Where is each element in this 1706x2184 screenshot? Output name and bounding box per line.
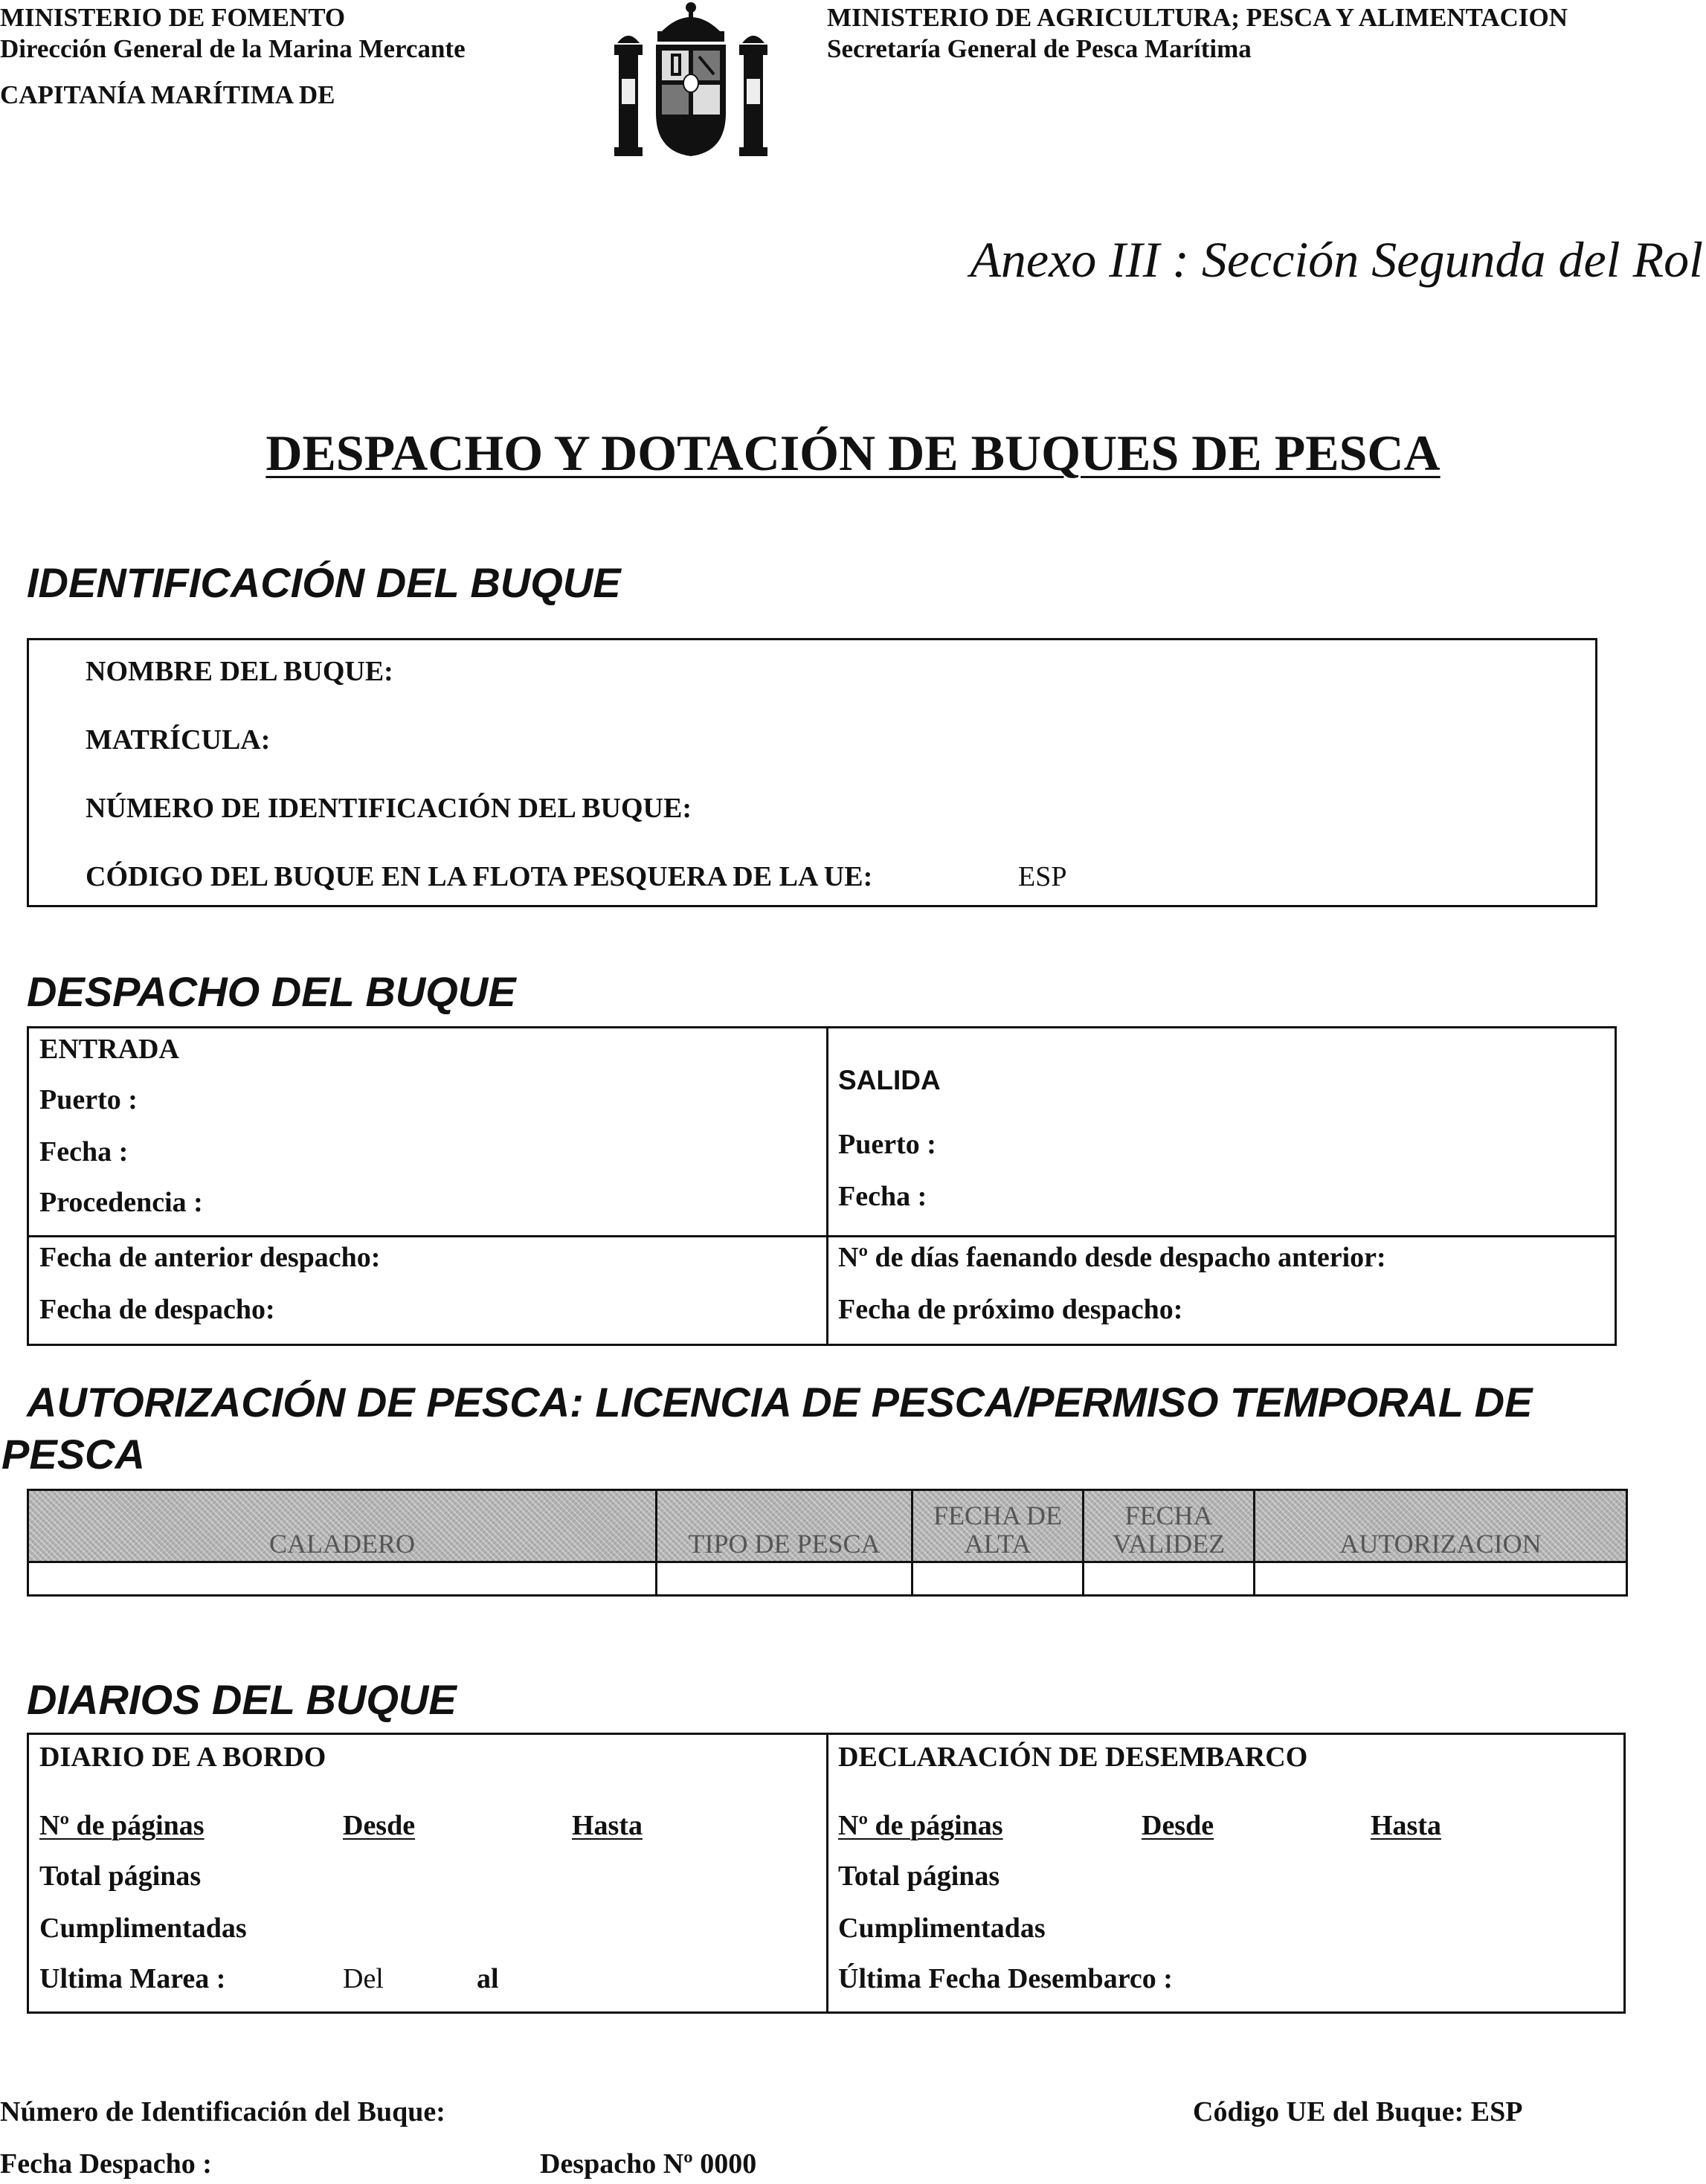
entrada-fecha-label: Fecha : — [39, 1136, 129, 1167]
diario-bordo-hasta-header: Hasta — [572, 1810, 643, 1841]
procedencia-label: Procedencia : — [39, 1187, 203, 1218]
ultima-fecha-desembarco-label: Última Fecha Desembarco : — [838, 1963, 1173, 1994]
column-header-fecha-validez: FECHA VALIDEZ — [1084, 1490, 1255, 1562]
dias-faenando-label: Nº de días faenando desde despacho anterior: — [838, 1242, 1386, 1273]
annex-label: Anexo III : Sección Segunda del Rol — [970, 231, 1703, 288]
fecha-despacho-label: Fecha de despacho: — [39, 1294, 275, 1325]
codigo-flota-value: ESP — [1018, 861, 1067, 892]
table-cell[interactable] — [1084, 1562, 1255, 1596]
section-autorizacion-heading: AUTORIZACIÓN DE PESCA: LICENCIA DE PESCA/PERMISO TEMPORAL DE — [27, 1379, 1533, 1426]
numero-identificacion-label: NÚMERO DE IDENTIFICACIÓN DEL BUQUE: — [86, 793, 692, 824]
desembarco-cumplimentadas-label: Cumplimentadas — [838, 1913, 1046, 1944]
footer-despacho-numero: Despacho Nº 0000 — [540, 2148, 757, 2180]
ultima-marea-del-label: Del — [343, 1963, 384, 1994]
identificacion-box — [27, 638, 1597, 907]
page-title: DESPACHO Y DOTACIÓN DE BUQUES DE PESCA — [265, 425, 1441, 481]
fecha-proximo-despacho-label: Fecha de próximo despacho: — [838, 1294, 1183, 1325]
secretaria-pesca: Secretaría General de Pesca Marítima — [827, 34, 1252, 63]
desembarco-paginas-header: Nº de páginas — [838, 1810, 1003, 1841]
salida-fecha-label: Fecha : — [838, 1181, 927, 1212]
diario-bordo-total-label: Total páginas — [39, 1861, 202, 1892]
column-header-tipo-pesca: TIPO DE PESCA — [657, 1490, 912, 1562]
diario-bordo-cumplimentadas-label: Cumplimentadas — [39, 1913, 247, 1944]
section-autorizacion-heading-cont: PESCA — [1, 1431, 145, 1478]
direccion-marina-mercante: Dirección General de la Marina Mercante — [0, 34, 466, 63]
diario-bordo-desde-header: Desde — [343, 1810, 416, 1841]
entrada-label: ENTRADA — [39, 1034, 179, 1065]
section-diarios-heading: DIARIOS DEL BUQUE — [27, 1676, 457, 1723]
diario-bordo-title: DIARIO DE A BORDO — [39, 1742, 326, 1773]
footer-codigo-ue: Código UE del Buque: ESP — [1193, 2096, 1523, 2127]
table-cell[interactable] — [28, 1562, 657, 1596]
desembarco-total-label: Total páginas — [838, 1861, 1000, 1892]
footer-fecha-despacho: Fecha Despacho : — [0, 2148, 212, 2180]
footer-numero-identificacion: Número de Identificación del Buque: — [0, 2096, 445, 2127]
ministry-fomento: MINISTERIO DE FOMENTO — [0, 3, 346, 32]
column-header-caladero: CALADERO — [28, 1490, 657, 1562]
entrada-puerto-label: Puerto : — [39, 1084, 138, 1115]
table-cell[interactable] — [912, 1562, 1084, 1596]
desembarco-hasta-header: Hasta — [1371, 1810, 1441, 1841]
diarios-box — [27, 1733, 1626, 2014]
diario-bordo-paginas-header: Nº de páginas — [39, 1810, 205, 1841]
column-header-fecha-alta: FECHA DE ALTA — [912, 1490, 1084, 1562]
fecha-anterior-despacho-label: Fecha de anterior despacho: — [39, 1242, 381, 1273]
table-cell[interactable] — [1255, 1562, 1627, 1596]
declaracion-desembarco-title: DECLARACIÓN DE DESEMBARCO — [838, 1742, 1308, 1773]
table-row — [28, 1562, 1627, 1596]
ultima-marea-label: Ultima Marea : — [39, 1963, 226, 1994]
section-despacho-heading: DESPACHO DEL BUQUE — [27, 968, 516, 1015]
despacho-box — [27, 1026, 1617, 1346]
coat-of-arms-icon — [613, 1, 769, 159]
codigo-flota-label: CÓDIGO DEL BUQUE EN LA FLOTA PESQUERA DE LA UE: — [86, 861, 873, 892]
ministry-agricultura: MINISTERIO DE AGRICULTURA; PESCA Y ALIMENTACION — [827, 3, 1568, 32]
capitania-maritima: CAPITANÍA MARÍTIMA DE — [0, 80, 335, 109]
desembarco-desde-header: Desde — [1142, 1810, 1214, 1841]
column-header-autorizacion: AUTORIZACION — [1255, 1490, 1627, 1562]
autorizacion-table — [27, 1489, 1628, 1597]
matricula-label: MATRÍCULA: — [86, 724, 271, 756]
nombre-buque-label: NOMBRE DEL BUQUE: — [86, 656, 393, 687]
table-cell[interactable] — [657, 1562, 912, 1596]
ultima-marea-al-label: al — [477, 1963, 499, 1994]
salida-label: SALIDA — [838, 1065, 941, 1095]
section-identificacion-heading: IDENTIFICACIÓN DEL BUQUE — [27, 559, 621, 606]
salida-puerto-label: Puerto : — [838, 1129, 936, 1160]
